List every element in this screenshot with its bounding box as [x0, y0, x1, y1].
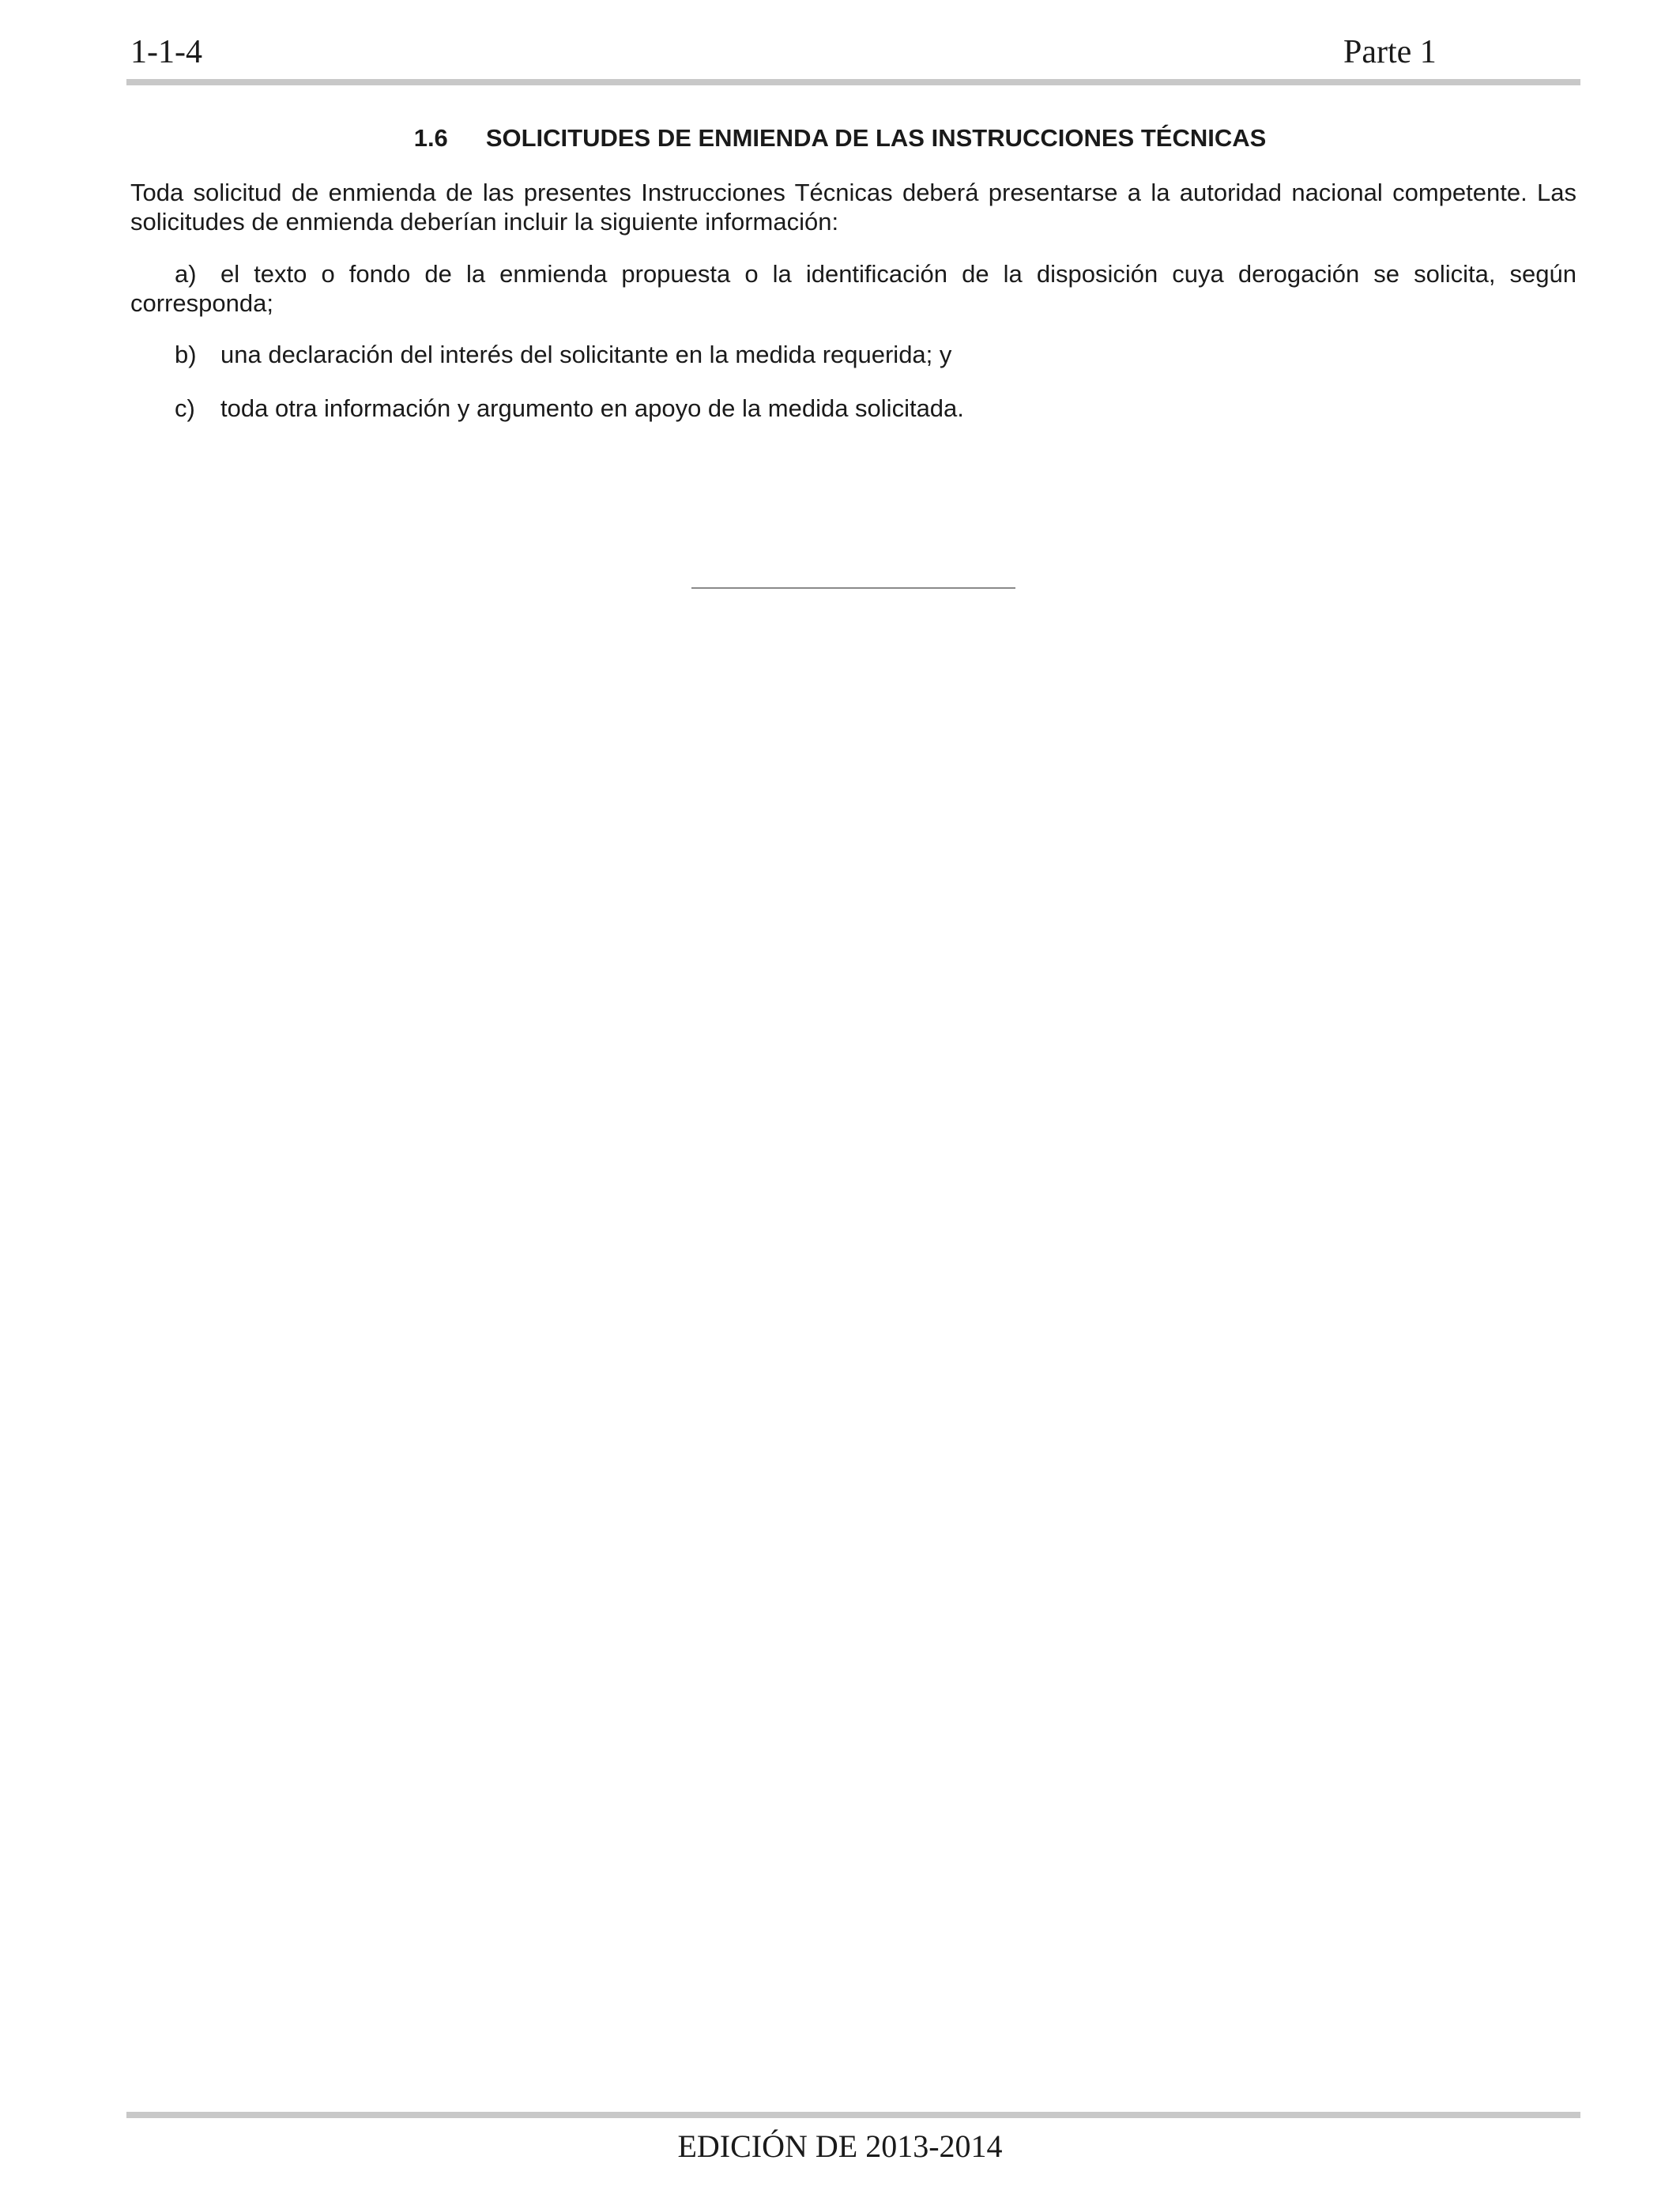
list-item — [130, 394, 1576, 423]
part-label: Parte 1 — [1343, 34, 1437, 70]
list-item-text: el texto o fondo de la enmienda propuesta o la identificación de la disposición cuya derogación se solicita, según corresponda; — [130, 260, 1576, 317]
header-rule — [126, 79, 1580, 85]
footer-rule — [126, 2112, 1580, 2118]
section-title: SOLICITUDES DE ENMIENDA DE LAS INSTRUCCIONES TÉCNICAS — [485, 124, 1267, 152]
list-item-text: una declaración del interés del solicitante en la medida requerida; y — [220, 341, 952, 368]
edition-label: EDICIÓN DE 2013-2014 — [677, 2128, 1003, 2164]
section-end-rule — [691, 587, 1015, 589]
section-number: 1.6 — [413, 124, 448, 152]
list-item-marker: a) — [175, 260, 197, 288]
list-item — [130, 259, 1576, 318]
list-item-marker: b) — [175, 341, 197, 368]
list-item — [130, 340, 1576, 369]
list-item-text: toda otra información y argumento en apoyo de la medida solicitada. — [220, 394, 964, 422]
section-heading — [0, 123, 1680, 154]
list-item-marker: c) — [175, 394, 195, 422]
page-reference: 1-1-4 — [130, 34, 202, 70]
intro-paragraph: Toda solicitud de enmienda de las presentes Instrucciones Técnicas deberá presentarse a la autoridad nacional competente. Las solicitudes de enmienda deberían incluir la siguiente información: — [130, 179, 1576, 236]
